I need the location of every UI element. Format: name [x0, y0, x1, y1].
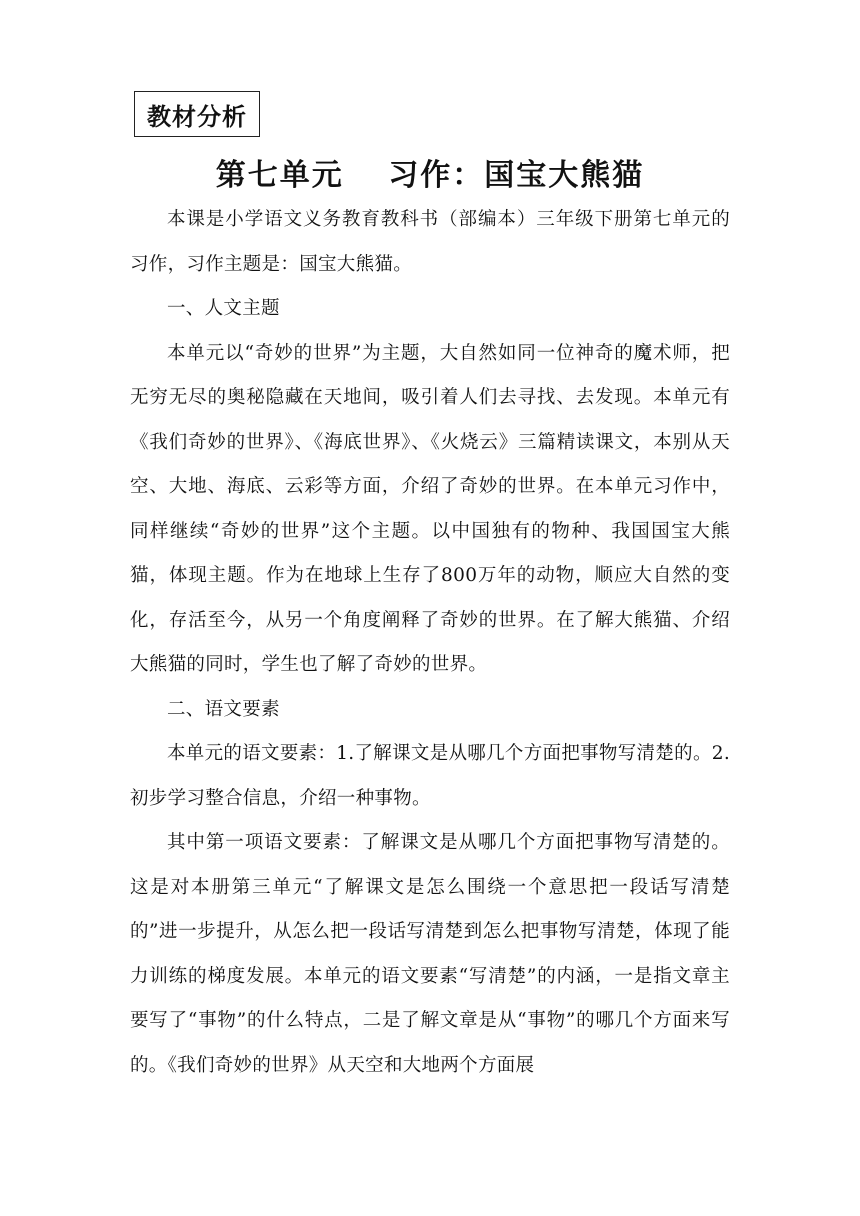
document-body	[130, 198, 730, 1088]
first-element-paragraph: 其中第一项语文要素：了解课文是从哪几个方面把事物写清楚的。这是对本册第三单元“了解课文是怎么围绕一个意思把一段话写清楚的”进一步提升，从怎么把一段话写清楚到怎么把事物写清楚，体现了能力训练的梯度发展。本单元的语文要素“写清楚”的内涵，一是指文章主要写了“事物”的什么特点，二是了解文章是从“事物”的哪几个方面来写的。《我们奇妙的世界》从天空和大地两个方面展	[130, 832, 730, 1076]
humanistic-theme-paragraph: 本单元以“奇妙的世界”为主题，大自然如同一位神奇的魔术师，把无穷无尽的奥秘隐藏在天地间，吸引着人们去寻找、去发现。本单元有《我们奇妙的世界》、《海底世界》、《火烧云》三篇精读课文，本别从天空、大地、海底、云彩等方面，介绍了奇妙的世界。在本单元习作中，同样继续“奇妙的世界”这个主题。以中国独有的物种、我国国宝大熊猫，体现主题。作为在地球上生存了800万年的动物，顺应大自然的变化，存活至今，从另一个角度阐释了奇妙的世界。在了解大熊猫、介绍大熊猫的同时，学生也了解了奇妙的世界。	[130, 342, 730, 675]
section-label: 教材分析	[134, 91, 260, 137]
language-elements-paragraph: 本单元的语文要素：1.了解课文是从哪几个方面把事物写清楚的。2.初步学习整合信息，介绍一种事物。	[130, 743, 730, 809]
page-title: 第七单元 习作：国宝大熊猫	[215, 158, 645, 193]
section-heading-humanistic-theme: 一、人文主题	[167, 298, 280, 319]
section-heading-language-elements: 二、语文要素	[167, 698, 280, 720]
intro-paragraph: 本课是小学语文义务教育教科书（部编本）三年级下册第七单元的习作，习作主题是：国宝大熊猫。	[130, 209, 730, 275]
